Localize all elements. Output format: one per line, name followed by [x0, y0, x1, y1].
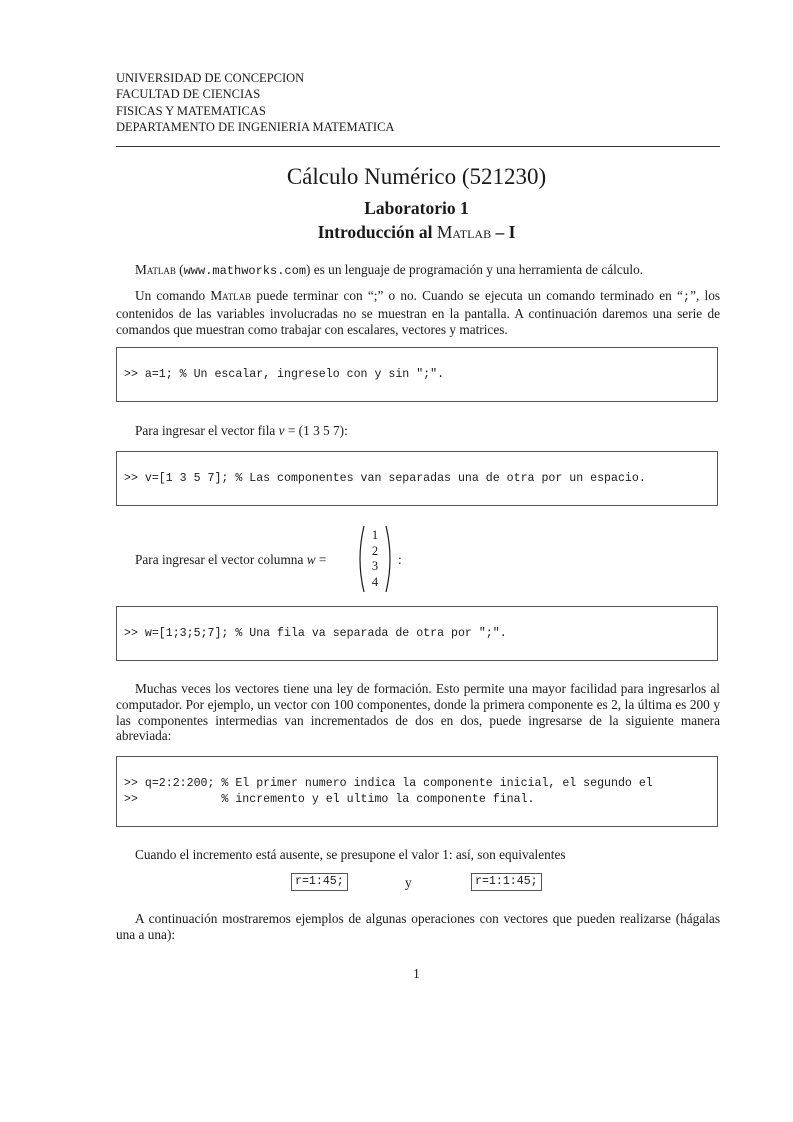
code-line: >> w=[1;3;5;7]; % Una fila va separada de otra por ";".	[124, 626, 507, 640]
paragraph-increment: Cuando el incremento está ausente, se presupone el valor 1: así, son equivalentes	[135, 847, 566, 862]
paragraph-text: ”, los contenidos de las variables involucradas no se muestran en la pantalla. A continuación daremos una serie de comandos que muestran como trabajar con escalares, vectores y matrices.	[116, 288, 721, 337]
matlab-url: www.mathworks.com	[183, 264, 307, 278]
equiv-conjunction: y	[405, 875, 412, 890]
vector-entry: 2	[371, 543, 379, 558]
institution-header	[116, 70, 394, 135]
equiv-right-code: r=1:1:45;	[471, 873, 542, 891]
section-title-suffix: – I	[495, 222, 516, 242]
equiv-left-code: r=1:45;	[291, 873, 348, 891]
code-line: >> % incremento y el ultimo la componente final.	[124, 792, 535, 806]
math-equals: =	[318, 552, 327, 567]
colon-after-vector: :	[398, 552, 402, 567]
header-university: UNIVERSIDAD DE CONCEPCION	[116, 71, 305, 85]
paragraph-text: Un comando	[135, 288, 206, 303]
page-number: 1	[413, 966, 420, 981]
column-vector-matrix	[355, 524, 395, 594]
lab-subtitle: Laboratorio 1	[364, 198, 469, 218]
paragraph-text: Para ingresar el vector fila	[135, 423, 276, 438]
header-faculty-2: FISICAS Y MATEMATICAS	[116, 103, 266, 118]
code-box-range	[116, 756, 718, 827]
paragraph-text: puede terminar con “;” o no. Cuando se ejecuta un comando terminado en “	[256, 288, 683, 303]
paragraph-commands	[116, 288, 720, 337]
vector-entry: 1	[371, 528, 379, 542]
code-box-scalar	[116, 347, 718, 402]
paragraph-row-vector	[116, 423, 720, 439]
math-var-v: v	[278, 423, 285, 438]
paragraph-formation-law: Muchas veces los vectores tiene una ley de formación. Esto permite una mayor facilidad para ingresarlos al computador. Por ejemplo, un vector con 100 componentes, donde la primera componente es 2, la última es 200 y las componentes intermedias van incrementados de dos en dos, puede ingresarse de la siguiente manera abreviada:	[116, 681, 720, 744]
code-box-row-vector	[116, 451, 718, 506]
math-expression: = (1 3 5 7):	[287, 423, 348, 438]
semicolon-code: ;	[682, 290, 691, 304]
paragraph-examples: A continuación mostraremos ejemplos de algunas operaciones con vectores que pueden realizarse (hágalas una a una):	[116, 911, 720, 942]
paragraph-text: ) es un lenguaje de programación y una herramienta de cálculo.	[306, 262, 644, 277]
vector-entry: 4	[371, 575, 379, 590]
math-var-w: w	[306, 552, 316, 567]
code-line: >> a=1; % Un escalar, ingreselo con y sin ";".	[124, 367, 445, 381]
paren-open: (	[179, 262, 184, 277]
code-line: >> q=2:2:200; % El primer numero indica la componente inicial, el segundo el	[124, 777, 653, 790]
vector-entry: 3	[371, 559, 379, 574]
matlab-term: Matlab	[135, 262, 176, 277]
document-title: Cálculo Numérico (521230)	[286, 164, 547, 189]
code-line: >> v=[1 3 5 7]; % Las componentes van separadas una de otra por un espacio.	[124, 471, 646, 485]
header-department: DEPARTAMENTO DE INGENIERIA MATEMATICA	[116, 119, 395, 134]
code-box-column-vector	[116, 606, 718, 661]
paragraph-column-vector	[116, 552, 356, 568]
section-title-prefix: Introducción al	[317, 222, 433, 242]
paragraph-matlab-intro	[116, 262, 720, 280]
section-title	[0, 221, 793, 243]
matlab-term: Matlab	[210, 288, 252, 303]
header-faculty: FACULTAD DE CIENCIAS	[116, 87, 261, 102]
section-title-matlab: Matlab	[436, 222, 492, 242]
column-vector-values	[365, 528, 385, 591]
paragraph-text: Para ingresar el vector columna	[135, 552, 304, 567]
header-rule	[116, 146, 720, 147]
